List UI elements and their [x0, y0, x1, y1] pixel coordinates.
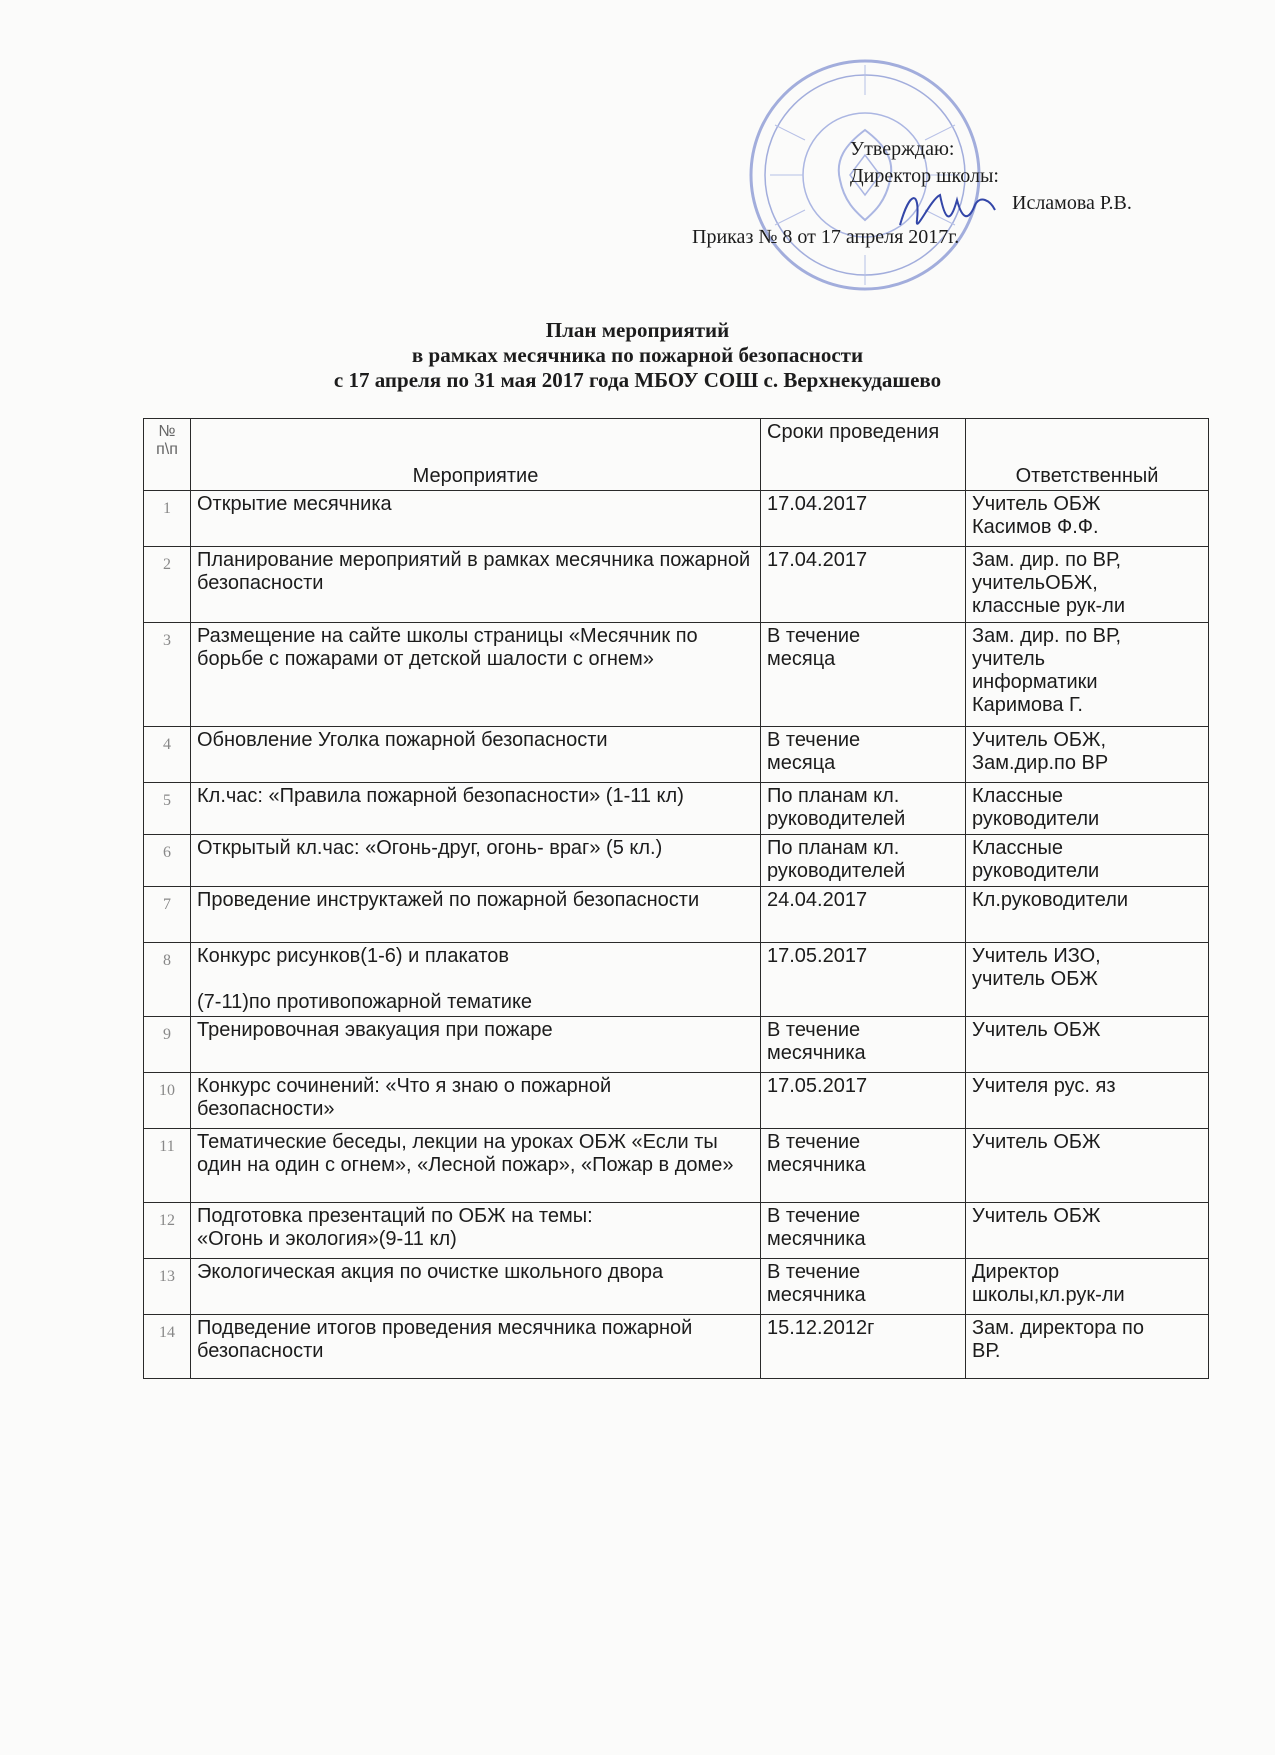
table-row: [144, 1129, 1209, 1203]
row-number: 5: [144, 783, 191, 835]
table-row: [144, 887, 1209, 943]
table-row: [144, 1315, 1209, 1379]
title-line-2: в рамках месячника по пожарной безопасности: [411, 343, 864, 367]
table-header-row: [144, 419, 1209, 491]
row-number: 14: [144, 1315, 191, 1379]
row-responsible: Учитель ОБЖ Касимов Ф.Ф.: [966, 491, 1209, 547]
document-title: [0, 318, 1275, 393]
row-number: 3: [144, 623, 191, 727]
row-date: 17.05.2017: [761, 943, 966, 1017]
row-responsible: Учитель ОБЖ, Зам.дир.по ВР: [966, 727, 1209, 783]
row-date: В течение месячника: [761, 1259, 966, 1315]
row-number: 8: [144, 943, 191, 1017]
row-number: 6: [144, 835, 191, 887]
table-row: [144, 943, 1209, 1017]
row-responsible: Учитель ОБЖ: [966, 1129, 1209, 1203]
row-event: Проведение инструктажей по пожарной безопасности: [191, 887, 761, 943]
row-date: В течение месячника: [761, 1017, 966, 1073]
row-date: 17.04.2017: [761, 547, 966, 623]
row-responsible: Учитель ИЗО, учитель ОБЖ: [966, 943, 1209, 1017]
row-event: Размещение на сайте школы страницы «Месячник по борьбе с пожарами от детской шалости с огнем»: [191, 623, 761, 727]
header-event: Мероприятие: [191, 419, 761, 491]
row-date: В течение месячника: [761, 1203, 966, 1259]
row-date: 17.04.2017: [761, 491, 966, 547]
table-row: [144, 491, 1209, 547]
row-event: Тематические беседы, лекции на уроках ОБЖ «Если ты один на один с огнем», «Лесной пожар», «Пожар в доме»: [191, 1129, 761, 1203]
row-event: Открытие месячника: [191, 491, 761, 547]
row-number: 1: [144, 491, 191, 547]
row-responsible: Классные руководители: [966, 835, 1209, 887]
row-responsible: Учитель ОБЖ: [966, 1203, 1209, 1259]
row-responsible: Директор школы,кл.рук-ли: [966, 1259, 1209, 1315]
header-date: Сроки проведения: [761, 419, 966, 491]
row-event: Подготовка презентаций по ОБЖ на темы: «Огонь и экология»(9-11 кл): [191, 1203, 761, 1259]
table-row: [144, 783, 1209, 835]
table-row: [144, 623, 1209, 727]
approval-block: [0, 138, 1275, 248]
row-event: Кл.час: «Правила пожарной безопасности» (1-11 кл): [191, 783, 761, 835]
row-event: Экологическая акция по очистке школьного двора: [191, 1259, 761, 1315]
title-line-1: План мероприятий: [545, 318, 730, 342]
table-row: [144, 727, 1209, 783]
row-event: Конкурс сочинений: «Что я знаю о пожарной безопасности»: [191, 1073, 761, 1129]
table-row: [144, 1259, 1209, 1315]
approval-director-name: Исламова Р.В.: [1012, 192, 1132, 214]
row-responsible: Зам. дир. по ВР, учительОБЖ, классные рук-ли: [966, 547, 1209, 623]
row-number: 7: [144, 887, 191, 943]
header-num: № п\п: [144, 419, 191, 491]
row-event: Обновление Уголка пожарной безопасности: [191, 727, 761, 783]
row-number: 4: [144, 727, 191, 783]
row-date: По планам кл. руководителей: [761, 835, 966, 887]
table-row: [144, 547, 1209, 623]
row-date: 24.04.2017: [761, 887, 966, 943]
row-date: В течение месяца: [761, 623, 966, 727]
row-date: По планам кл. руководителей: [761, 783, 966, 835]
table-row: [144, 835, 1209, 887]
row-number: 12: [144, 1203, 191, 1259]
row-number: 11: [144, 1129, 191, 1203]
row-responsible: Классные руководители: [966, 783, 1209, 835]
row-date: В течение месячника: [761, 1129, 966, 1203]
row-event: Подведение итогов проведения месячника пожарной безопасности: [191, 1315, 761, 1379]
row-event: Планирование мероприятий в рамках месячника пожарной безопасности: [191, 547, 761, 623]
row-number: 13: [144, 1259, 191, 1315]
events-table: [143, 418, 1209, 1379]
approval-order: Приказ № 8 от 17 апреля 2017г.: [692, 226, 960, 248]
row-event: Открытый кл.час: «Огонь-друг, огонь- враг» (5 кл.): [191, 835, 761, 887]
row-number: 10: [144, 1073, 191, 1129]
row-date: В течение месяца: [761, 727, 966, 783]
approval-approve: Утверждаю:: [850, 138, 955, 160]
row-responsible: Зам. дир. по ВР, учитель информатики Каримова Г.: [966, 623, 1209, 727]
table-row: [144, 1203, 1209, 1259]
title-line-3: с 17 апреля по 31 мая 2017 года МБОУ СОШ с. Верхнекудашево: [333, 368, 942, 392]
row-event: Тренировочная эвакуация при пожаре: [191, 1017, 761, 1073]
row-number: 9: [144, 1017, 191, 1073]
header-responsible: Ответственный: [966, 419, 1209, 491]
table-row: [144, 1073, 1209, 1129]
row-responsible: Кл.руководители: [966, 887, 1209, 943]
row-number: 2: [144, 547, 191, 623]
row-responsible: Зам. директора по ВР.: [966, 1315, 1209, 1379]
row-responsible: Учителя рус. яз: [966, 1073, 1209, 1129]
row-event: Конкурс рисунков(1-6) и плакатов (7-11)по противопожарной тематике: [191, 943, 761, 1017]
row-date: 17.05.2017: [761, 1073, 966, 1129]
approval-position: Директор школы:: [850, 165, 999, 187]
table-row: [144, 1017, 1209, 1073]
row-responsible: Учитель ОБЖ: [966, 1017, 1209, 1073]
row-date: 15.12.2012г: [761, 1315, 966, 1379]
